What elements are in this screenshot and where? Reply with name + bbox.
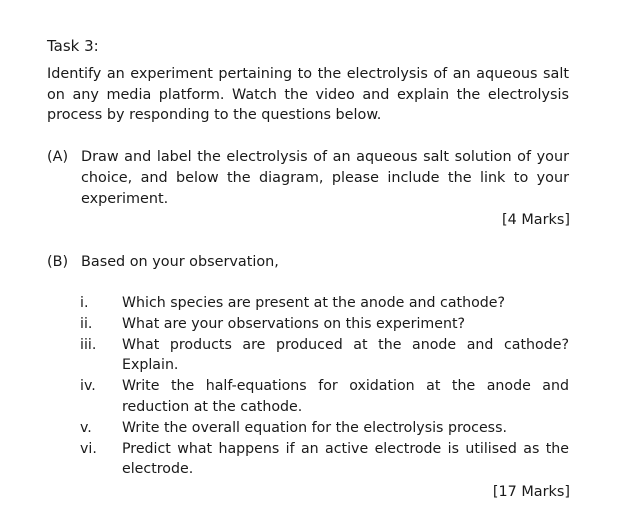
- section-b-label: (B): [47, 254, 69, 270]
- section-b-marks: [17 Marks]: [492, 484, 570, 500]
- question-text: What are your observations on this experiment?: [122, 315, 466, 332]
- question-item: [80, 376, 569, 418]
- question-item: [80, 418, 569, 439]
- question-number: iv.: [80, 378, 96, 395]
- task-title: Task 3:: [47, 37, 99, 55]
- question-number: i.: [80, 295, 89, 311]
- question-item: [80, 439, 569, 481]
- question-item: [80, 314, 569, 335]
- question-text: Which species are present at the anode and cathode?: [122, 295, 506, 311]
- question-number: iii.: [80, 336, 97, 353]
- section-a-label: (A): [47, 149, 69, 165]
- section-a-text: Draw and label the electrolysis of an aqueous salt solution of your choice, and below the diagram, please include the link to your experiment.: [81, 149, 569, 207]
- question-text: What products are produced at the anode and cathode? Explain.: [122, 336, 569, 374]
- question-text: Predict what happens if an active electrode is utilised as the electrode.: [122, 440, 569, 478]
- question-number: vi.: [80, 440, 97, 457]
- question-text: Write the half-equations for oxidation at the anode and reduction at the cathode.: [122, 378, 569, 415]
- section-a-marks: [4 Marks]: [502, 212, 570, 228]
- question-item: [80, 335, 569, 377]
- question-list: [80, 293, 569, 480]
- question-text: Write the overall equation for the electrolysis process.: [122, 419, 507, 436]
- question-number: ii.: [80, 315, 93, 332]
- task-instructions: Identify an experiment pertaining to the electrolysis of an aqueous salt on any media platform. Watch the video and explain the electrolysis process by responding to the questions below.: [47, 66, 569, 123]
- question-number: v.: [80, 419, 92, 436]
- section-b-text: Based on your observation,: [81, 254, 279, 270]
- question-item: [80, 293, 569, 314]
